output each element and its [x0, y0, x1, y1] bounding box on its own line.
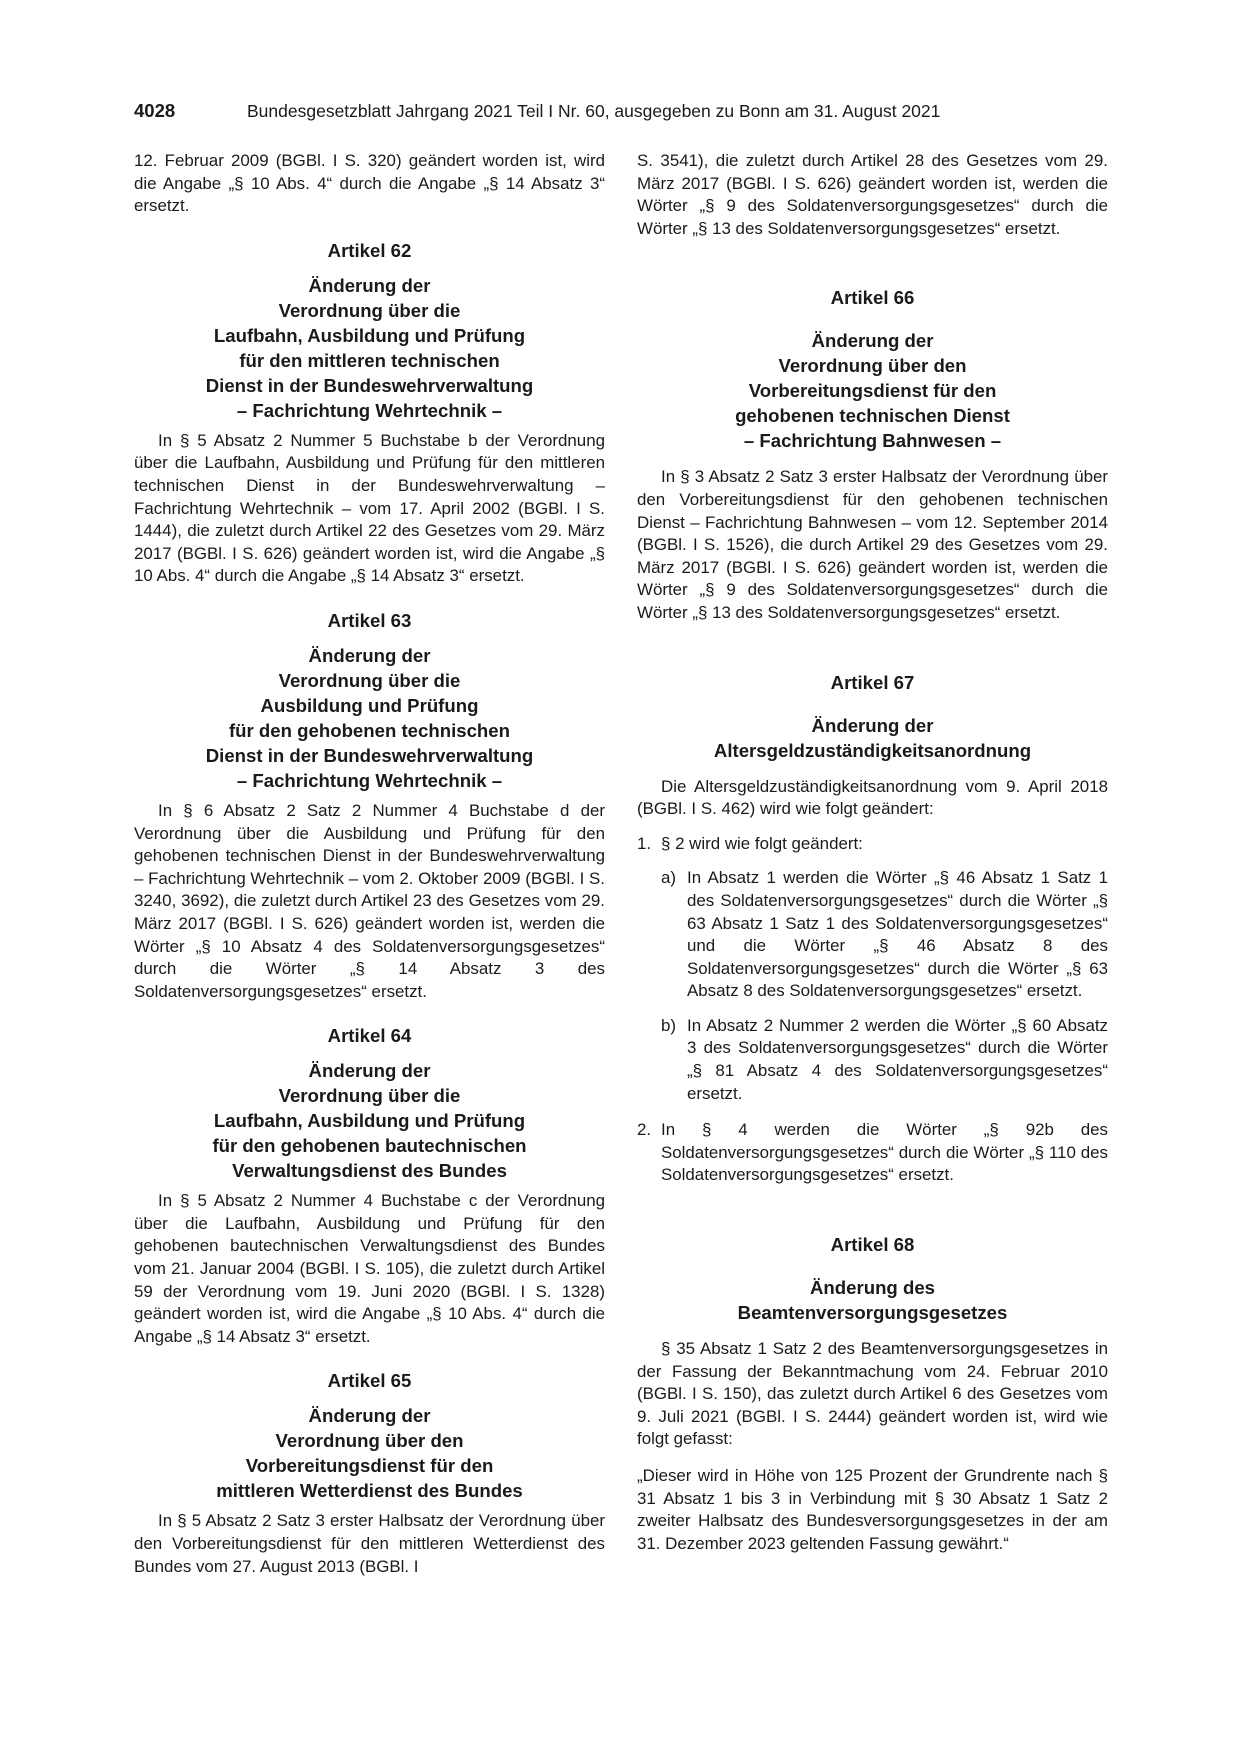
heading-line: Änderung des [810, 1277, 935, 1299]
list-item-number: 2. [637, 1120, 652, 1140]
sub-item-letter: a) [661, 868, 677, 888]
heading-line: für den gehobenen technischen [228, 719, 510, 741]
heading-line: Verordnung über die [278, 669, 461, 691]
article-64-body: In § 5 Absatz 2 Nummer 4 Buchstabe c der Verordnung über die Laufbahn, Ausbildung und Prüfung für den gehobenen bautechnischen Verwaltungsdienst des Bundes vom 21. Januar 2004 (BGBl. I S. 105), die zuletzt durch Artikel 59 der Verordnung vom 19. Juni 2020 (BGBl. I S. 1328) geändert worden ist, wird die Angabe „§ 10 Abs. 4“ durch die Angabe „§ 14 Absatz 3“ ersetzt. [134, 1191, 605, 1346]
continuation-text: 12. Februar 2009 (BGBl. I S. 320) geändert worden ist, wird die Angabe „§ 10 Abs. 4“ durch die Angabe „§ 14 Absatz 3“ ersetzt. [134, 151, 605, 216]
article-66-title: Artikel 66 [830, 287, 915, 309]
heading-line: Verordnung über den [778, 355, 967, 377]
article-63-body: In § 6 Absatz 2 Satz 2 Nummer 4 Buchstabe d der Verordnung über die Ausbildung und Prüfung für den gehobenen technischen Dienst in der Bundeswehrverwaltung – Fachrichtung Wehrtechnik – vom 2. Oktober 2009 (BGBl. I S. 3240, 3692), die zuletzt durch Artikel 23 des Gesetzes vom 29. März 2017 (BGBl. I S. 626) geändert worden ist, werden die Wörter „§ 10 Absatz 4 des Soldatenversorgungsgesetzes“ durch die Wörter „§ 14 Absatz 3 des Soldatenversorgungsgesetzes“ ersetzt. [134, 800, 605, 1001]
sub-item-text: In Absatz 2 Nummer 2 werden die Wörter „§ 60 Absatz 3 des Soldatenversorgungsgesetzes“ durch die Wörter „§ 81 Absatz 4 des Soldatenversorgungsgesetzes“ ersetzt. [687, 1015, 1108, 1103]
article-62-body: In § 5 Absatz 2 Nummer 5 Buchstabe b der Verordnung über die Laufbahn, Ausbildung und Prüfung für den mittleren technischen Dienst in der Bundeswehrverwaltung – Fachrichtung Wehrtechnik – vom 17. April 2002 (BGBl. I S. 1444), die zuletzt durch Artikel 22 des Gesetzes vom 29. März 2017 (BGBl. I S. 626) geändert worden ist, wird die Angabe „§ 10 Abs. 4“ durch die Angabe „§ 14 Absatz 3“ ersetzt. [134, 430, 605, 586]
heading-line: – Fachrichtung Bahnwesen – [743, 430, 1002, 452]
heading-line: Dienst in der Bundeswehrverwaltung [205, 744, 534, 766]
heading-line: Vorbereitungsdienst für den [245, 1455, 494, 1477]
heading-line: Verordnung über die [278, 299, 461, 321]
sub-item-text: In Absatz 1 werden die Wörter „§ 46 Absatz 1 Satz 1 des Soldatenversorgungsgesetzes“ durch die Wörter „§ 63 Absatz 1 Satz 1 des Soldatenversorgungsgesetzes“ und die Wörter „§ 46 Absatz 8 des Soldatenversorgungsgesetzes“ durch die Wörter „§ 63 Absatz 8 des Soldatenversorgungsgesetzes“ ersetzt. [687, 868, 1108, 1001]
article-63-heading [134, 643, 605, 793]
heading-line: Ausbildung und Prüfung [260, 694, 479, 716]
running-title: Bundesgesetzblatt Jahrgang 2021 Teil I Nr. 60, ausgegeben zu Bonn am 31. August 2021 [247, 101, 941, 121]
sub-item [661, 867, 1108, 1003]
heading-line: Änderung der [308, 1405, 431, 1427]
article-66-heading [637, 328, 1108, 453]
heading-line: Laufbahn, Ausbildung und Prüfung [213, 1110, 526, 1132]
continuation-text: S. 3541), die zuletzt durch Artikel 28 des Gesetzes vom 29. März 2017 (BGBl. I S. 626) geändert worden ist, werden die Wörter „§ 9 des Soldatenversorgungsgesetzes“ durch die Wörter „§ 13 des Soldatenversorgungsgesetzes“ ersetzt. [637, 151, 1108, 238]
left-column [134, 150, 605, 1578]
article-67-heading [637, 713, 1108, 763]
heading-line: Änderung der [308, 274, 431, 296]
article-68-heading [637, 1275, 1108, 1325]
list-item-text: § 2 wird wie folgt geändert: [661, 833, 863, 853]
article-63-title: Artikel 63 [327, 609, 412, 631]
list-item [637, 833, 1108, 856]
heading-line: für den mittleren technischen [239, 349, 500, 371]
heading-line: gehobenen technischen Dienst [735, 405, 1010, 427]
heading-line: Altersgeldzuständigkeitsanordnung [713, 739, 1032, 761]
list-item [637, 1119, 1108, 1187]
heading-line: Verwaltungsdienst des Bundes [232, 1160, 507, 1182]
article-65-heading [134, 1403, 605, 1503]
heading-line: Änderung der [308, 644, 431, 666]
heading-line: Dienst in der Bundeswehrverwaltung [205, 374, 534, 396]
heading-line: Laufbahn, Ausbildung und Prüfung [213, 324, 526, 346]
heading-line: – Fachrichtung Wehrtechnik – [236, 399, 503, 421]
heading-line: Beamtenversorgungsgesetzes [737, 1302, 1008, 1324]
sub-item-letter: b) [661, 1015, 677, 1035]
heading-line: für den gehobenen bautechnischen [212, 1135, 527, 1157]
article-68-title: Artikel 68 [830, 1234, 915, 1256]
article-64-title: Artikel 64 [327, 1025, 412, 1047]
list-item-number: 1. [637, 833, 652, 853]
article-62-title: Artikel 62 [327, 239, 412, 261]
heading-line: Änderung der [811, 714, 934, 736]
article-65-title: Artikel 65 [327, 1370, 412, 1392]
amendment-list [637, 833, 1108, 1187]
right-column [637, 150, 1108, 1555]
article-68-quote: „Dieser wird in Höhe von 125 Prozent der Grundrente nach § 31 Absatz 1 bis 3 in Verbindung mit § 30 Absatz 1 Satz 2 zweiter Halbsatz des Bundesversorgungsgesetzes in der am 31. Dezember 2023 geltenden Fassung gewährt.“ [637, 1466, 1108, 1553]
article-68-body: § 35 Absatz 1 Satz 2 des Beamtenversorgungsgesetzes in der Fassung der Bekanntmachung vom 24. Februar 2010 (BGBl. I S. 150), das zuletzt durch Artikel 6 des Gesetzes vom 9. Juli 2021 (BGBl. I S. 2444) geändert worden ist, wird wie folgt gefasst: [637, 1339, 1108, 1449]
page-header [134, 100, 994, 130]
heading-line: Änderung der [811, 330, 934, 352]
list-item-text: In § 4 werden die Wörter „§ 92b des Soldatenversorgungsgesetzes“ durch die Wörter „§ 110 des Soldatenversorgungsgesetzes“ ersetzt. [661, 1120, 1108, 1185]
article-67-body: Die Altersgeldzuständigkeitsanordnung vom 9. April 2018 (BGBl. I S. 462) wird wie folgt geändert: [637, 776, 1108, 819]
article-64-heading [134, 1058, 605, 1183]
heading-line: Verordnung über die [278, 1085, 461, 1107]
article-65-body: In § 5 Absatz 2 Satz 3 erster Halbsatz der Verordnung über den Vorbereitungsdienst für den mittleren Wetterdienst des Bundes vom 27. August 2013 (BGBl. I [134, 1511, 605, 1576]
sub-item [661, 1015, 1108, 1105]
article-66-body: In § 3 Absatz 2 Satz 3 erster Halbsatz der Verordnung über den Vorbereitungsdienst für den gehobenen technischen Dienst – Fachrichtung Bahnwesen – vom 12. September 2014 (BGBl. I S. 1526), die durch Artikel 29 des Gesetzes vom 29. März 2017 (BGBl. I S. 626) geändert worden ist, werden die Wörter „§ 9 des Soldatenversorgungsgesetzes“ durch die Wörter „§ 13 des Soldatenversorgungsgesetzes“ ersetzt. [637, 467, 1108, 622]
page-number: 4028 [134, 100, 176, 121]
heading-line: Vorbereitungsdienst für den [748, 380, 997, 402]
heading-line: – Fachrichtung Wehrtechnik – [236, 769, 503, 791]
heading-line: Verordnung über den [275, 1430, 464, 1452]
heading-line: mittleren Wetterdienst des Bundes [216, 1480, 523, 1502]
heading-line: Änderung der [308, 1060, 431, 1082]
article-62-heading [134, 273, 605, 423]
article-67-title: Artikel 67 [830, 671, 915, 693]
